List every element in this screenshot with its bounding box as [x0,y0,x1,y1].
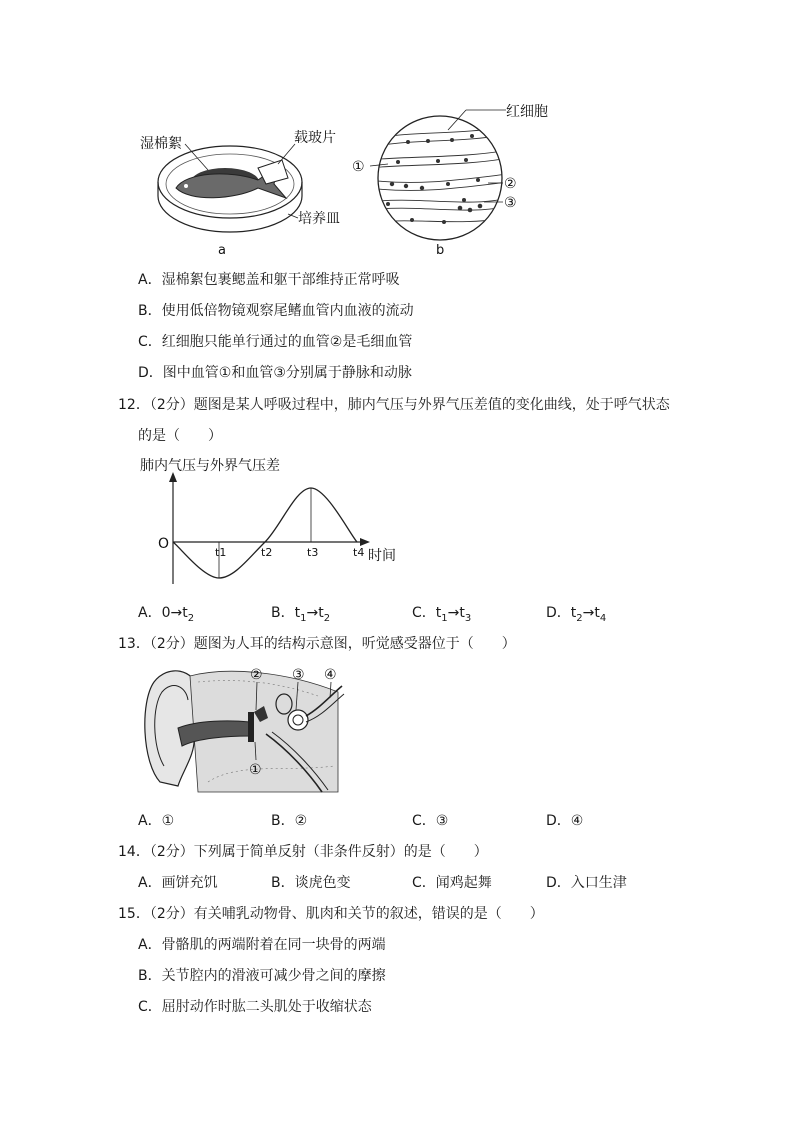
chart-ylabel: 肺内气压与外界气压差 [140,458,280,474]
chart-origin-label: O [158,536,170,552]
q12-stem-line1: 12．（2分）题图是某人呼吸过程中，肺内气压与外界气压差值的变化曲线，处于呼气状态 [118,397,670,413]
q15-option-a[interactable]: A．骨骼肌的两端附着在同一块骨的两端 [138,937,386,953]
caption-a: a [218,243,226,258]
caption-b: b [436,243,445,258]
q14-option-b[interactable]: B．谈虎色变 [271,875,351,891]
label-cotton: 湿棉絮 [140,136,182,152]
figure-petri-dish-fish [130,122,370,262]
ear-label-2: ② [250,667,263,683]
q15-stem: 15．（2分）有关哺乳动物骨、肌肉和关节的叙述，错误的是（ ） [118,906,544,922]
q12-option-d[interactable]: D．$t_2\to t_4$ [546,605,607,624]
label-vessel-3: ③ [504,195,517,211]
q14-option-d[interactable]: D．入口生津 [546,875,627,891]
q14-option-c[interactable]: C．闻鸡起舞 [412,875,492,891]
q11-option-b[interactable]: B．使用低倍物镜观察尾鳍血管内血液的流动 [138,303,414,319]
q15-option-b[interactable]: B．关节腔内的滑液可减少骨之间的摩擦 [138,968,386,984]
q13-option-b[interactable]: B．② [271,813,308,829]
q13-option-a[interactable]: A．① [138,813,175,829]
q11-option-d[interactable]: D．图中血管①和血管③分别属于静脉和动脉 [138,365,412,381]
ear-label-1: ① [249,762,262,778]
chart-tick-label: t3 [307,546,319,559]
label-slide: 载玻片 [294,130,336,146]
chart-tick-label: t2 [261,546,273,559]
label-rbc: 红细胞 [506,104,548,120]
q13-stem: 13．（2分）题图为人耳的结构示意图，听觉感受器位于（ ） [118,636,516,652]
label-vessel-1: ① [352,159,365,175]
ear-structure-figure [138,662,348,800]
q15-option-c[interactable]: C．屈肘动作时肱二头肌处于收缩状态 [138,999,372,1015]
label-vessel-2: ② [504,176,517,192]
chart-tick-label: t1 [215,546,227,559]
chart-xlabel: 时间 [368,548,396,564]
ear-label-3: ③ [292,667,305,683]
q12-stem-line2: 的是（ ） [138,428,222,444]
q11-option-c[interactable]: C．红细胞只能单行通过的血管②是毛细血管 [138,334,413,350]
figure-blood-vessels [348,100,588,262]
pressure-difference-chart [128,452,418,592]
q13-option-c[interactable]: C．③ [412,813,449,829]
q14-option-a[interactable]: A．画饼充饥 [138,875,218,891]
q12-option-c[interactable]: C．$t_1\to t_3$ [412,605,472,624]
q14-stem: 14．（2分）下列属于简单反射（非条件反射）的是（ ） [118,844,488,860]
q11-option-a[interactable]: A．湿棉絮包裹鳃盖和躯干部维持正常呼吸 [138,272,400,288]
q12-option-a[interactable]: A．$0\to t_2$ [138,605,195,624]
q12-option-b[interactable]: B．$t_1\to t_2$ [271,605,331,624]
pressure-curve [173,488,357,578]
label-dish: 培养皿 [298,211,340,227]
chart-tick-label: t4 [353,546,365,559]
q13-option-d[interactable]: D．④ [546,813,584,829]
ear-label-4: ④ [324,667,337,683]
